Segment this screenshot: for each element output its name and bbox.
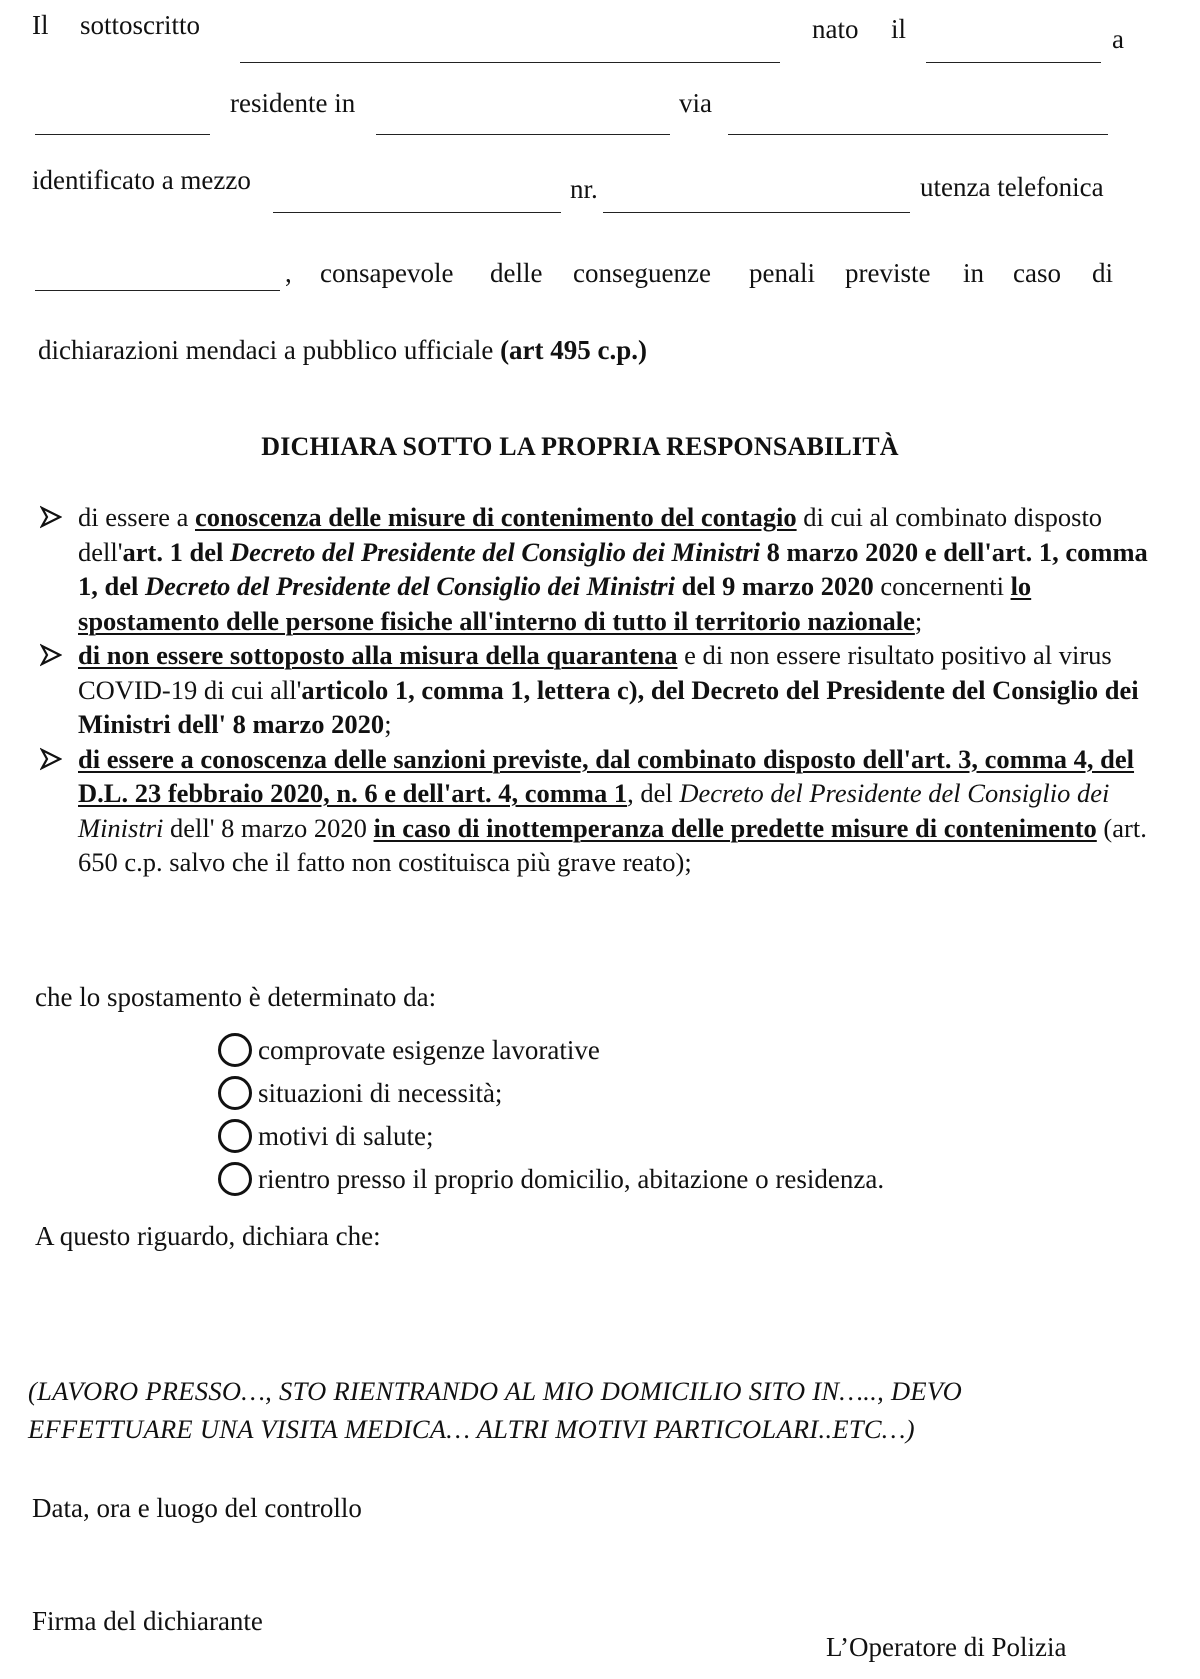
dichiarazioni-line (38, 335, 647, 366)
example-line-2: EFFETTUARE UNA VISITA MEDICA… ALTRI MOTIVI PARTICOLARI..ETC…) (28, 1414, 915, 1444)
arrow-bullet-icon (40, 742, 62, 776)
word-consapevole: consapevole (320, 258, 454, 288)
label-a: a (1112, 24, 1124, 54)
birthplace-field-line[interactable] (35, 134, 210, 135)
radio-circle-icon[interactable] (218, 1162, 252, 1196)
word-conseguenze: conseguenze (573, 258, 711, 288)
radio-circle-icon[interactable] (218, 1119, 252, 1153)
arrow-bullet-icon (40, 638, 62, 672)
word-in: in (963, 258, 985, 288)
option-label: situazioni di necessità; (258, 1077, 503, 1108)
riguardo-label: A questo riguardo, dichiara che: (35, 1221, 381, 1251)
data-ora-luogo-label: Data, ora e luogo del controllo (32, 1493, 362, 1523)
declarations-list (40, 500, 1150, 880)
word-delle: delle (490, 258, 543, 288)
declaration-item-1: di essere a conoscenza delle misure di contenimento del contagio di cui al combinato disposto dell'art. 1 del Decreto del Presidente del Consiglio dei Ministri 8 marzo 2020 e dell'art. 1, comma 1, del Decreto del Presidente del Consiglio dei Ministri del 9 marzo 2020 concernenti lo spostamento delle persone fisiche all'interno di tutto il territorio nazionale; (40, 500, 1150, 638)
label-nr: nr. (570, 174, 598, 204)
option-rientro[interactable] (218, 1159, 884, 1199)
section-title: DICHIARA SOTTO LA PROPRIA RESPONSABILITÀ (261, 432, 899, 461)
phone-field-line[interactable] (35, 290, 280, 291)
art495-reference: (art 495 c.p.) (500, 335, 648, 365)
option-label: comprovate esigenze lavorative (258, 1034, 600, 1065)
label-nato: nato (812, 14, 859, 44)
id-document-field-line[interactable] (273, 212, 561, 213)
operatore-polizia-label: L’Operatore di Polizia (826, 1632, 1067, 1662)
label-identificato: identificato a mezzo (32, 165, 251, 195)
radio-circle-icon[interactable] (218, 1076, 252, 1110)
option-necessita[interactable] (218, 1073, 502, 1113)
label-il-date: il (891, 14, 907, 44)
spostamento-label: che lo spostamento è determinato da: (35, 982, 437, 1012)
word-caso: caso (1013, 258, 1061, 288)
option-salute[interactable] (218, 1116, 434, 1156)
label-via: via (679, 88, 712, 118)
label-sottoscritto: sottoscritto (80, 10, 200, 40)
example-reasons (28, 1372, 1118, 1448)
dichiarazioni-text: dichiarazioni mendaci a pubblico ufficiale (38, 335, 494, 365)
residence-field-line[interactable] (376, 134, 670, 135)
label-utenza: utenza telefonica (920, 172, 1104, 202)
label-residente-in: residente in (230, 88, 356, 118)
declaration-item-3: di essere a conoscenza delle sanzioni previste, dal combinato disposto dell'art. 3, comma 4, del D.L. 23 febbraio 2020, n. 6 e dell'art. 4, comma 1, del Decreto del Presidente del Consiglio dei Ministri dell' 8 marzo 2020 in caso di inottemperanza delle predette misure di contenimento (art. 650 c.p. salvo che il fatto non costituisca più grave reato); (40, 742, 1150, 880)
option-label: rientro presso il proprio domicilio, abitazione o residenza. (258, 1163, 885, 1194)
option-lavoro[interactable] (218, 1030, 600, 1070)
word-previste: previste (845, 258, 931, 288)
option-label: motivi di salute; (258, 1120, 434, 1151)
word-di: di (1092, 258, 1114, 288)
name-field-line[interactable] (240, 62, 780, 63)
document-number-field-line[interactable] (603, 212, 910, 213)
street-field-line[interactable] (728, 134, 1108, 135)
comma-sign: , (285, 258, 292, 288)
example-line-1: (LAVORO PRESSO…, STO RIENTRANDO AL MIO DOMICILIO SITO IN….., DEVO (28, 1376, 963, 1406)
firma-dichiarante-label: Firma del dichiarante (32, 1606, 263, 1636)
word-penali: penali (749, 258, 815, 288)
arrow-bullet-icon (40, 500, 62, 534)
label-il: Il (32, 10, 49, 40)
birthdate-field-line[interactable] (926, 62, 1101, 63)
declaration-item-2: di non essere sottoposto alla misura della quarantena e di non essere risultato positivo al virus COVID-19 di cui all'articolo 1, comma 1, lettera c), del Decreto del Presidente del Consiglio dei Ministri dell' 8 marzo 2020; (40, 638, 1150, 742)
radio-circle-icon[interactable] (218, 1033, 252, 1067)
